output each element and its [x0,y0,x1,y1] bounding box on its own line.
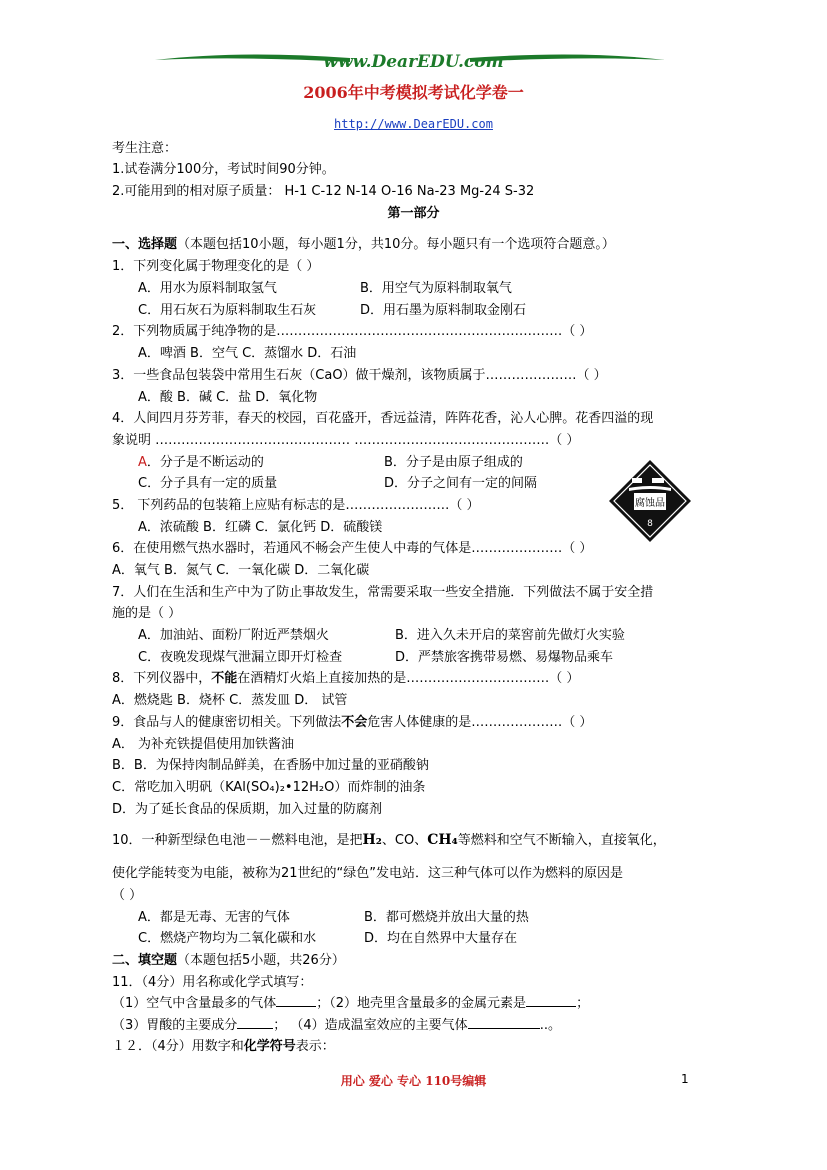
question-4-option-a-text: ．分子是不断运动的 [146,455,264,470]
question-11-part-1: （1）空气中含量最多的气体 [112,996,277,1011]
question-4-option-b: B．分子是由原子组成的 [384,455,523,470]
section-1-heading [112,233,615,252]
footer-text: 用心 爱心 专心 110号编辑 [340,1074,487,1088]
question-11-part-4: ； （4）造成温室效应的主要气体 [273,1018,468,1033]
notice-heading: 考生注意： [112,141,178,156]
question-3-options: A．酸 B．碱 C．盐 D．氧化物 [138,390,318,405]
question-1-stem: 1．下列变化属于物理变化的是（ ） [112,259,320,274]
question-2-stem: 2．下列物质属于纯净物的是…………………………………………………………（ ） [112,324,593,339]
banner-site-name: www.DearEDU.com [323,52,504,72]
question-11-part-3: （3）胃酸的主要成分 [112,1018,238,1033]
question-11-line-2 [112,1014,561,1033]
question-9-stem-pre: 9．食品与人的健康密切相关。下列做法 [112,715,342,730]
notice-item-1: 1.试卷满分100分，考试时间90分钟。 [112,162,335,177]
answer-blank-1[interactable] [276,993,316,1007]
question-8-stem-post: 在酒精灯火焰上直接加热的是……………………………（ ） [237,671,580,686]
question-4-stem-cont: 象说明 ……………………………………… ………………………………………（ ） [112,433,580,448]
question-8-options: A．燃烧匙 B．烧杯 C．蒸发皿 D． 试管 [112,693,348,708]
question-4-option-d: D．分子之间有一定的间隔 [384,476,538,491]
question-1-option-d: D．用石墨为原料制取金刚石 [360,303,527,318]
question-4-option-a [138,451,264,470]
question-9-stem [112,711,592,730]
question-1-option-b: B．用空气为原料制取氧气 [360,281,512,296]
question-10-option-d: D．均在自然界中大量存在 [364,931,518,946]
question-10-formula-h2: H₂ [362,832,382,848]
section-2-desc: （本题包括5小题，共26分） [177,953,345,968]
question-10-option-a: A．都是无毒、无害的气体 [138,910,290,925]
question-10-stem-cont: 使化学能转变为电能，被称为21世纪的“绿色”发电站．这三种气体可以作为燃料的原因是 [112,866,624,881]
question-9-option-a: A． 为补充铁提倡使用加铁酱油 [112,737,295,752]
question-7-stem: 7．人们在生活和生产中为了防止事故发生，常需要采取一些安全措施．下列做法不属于安全措 [112,585,654,600]
question-4-option-c: C．分子具有一定的质量 [138,476,278,491]
question-6-stem: 6．在使用燃气热水器时，若通风不畅会产生使人中毒的气体是…………………（ ） [112,541,593,556]
hazard-sign-label: 腐蚀品 [635,498,665,509]
question-12-stem-pre: １２．（4分）用数字和 [112,1039,244,1054]
question-10-stem-pre: 10．一种新型绿色电池－－燃料电池，是把 [112,833,363,848]
question-6-options: A．氧气 B．氮气 C．一氧化碳 D．二氧化碳 [112,563,370,578]
answer-blank-2[interactable] [526,993,576,1007]
page-number: 1 [681,1072,689,1086]
question-9-option-c: C．常吃加入明矾（KAl(SO₄)₂•12H₂O）而炸制的油条 [112,780,426,795]
question-7-option-c: C．夜晚发现煤气泄漏立即开灯检查 [138,650,343,665]
question-10-stem-post: 等燃料和空气不断输入，直接氧化， [457,833,666,848]
question-11-part-2: ；（2）地壳里含量最多的金属元素是 [316,996,527,1011]
question-8-stem-pre: 8．下列仪器中， [112,671,212,686]
question-10-option-c: C．燃烧产物均为二氧化碳和水 [138,931,317,946]
corrosive-hazard-sign-icon [607,458,693,544]
question-9-option-d: D．为了延长食品的保质期，加入过量的防腐剂 [112,802,383,817]
question-9-stem-emphasis: 不会 [341,715,368,730]
question-10-formula-ch4: CH₄ [427,832,458,848]
section-2-heading [112,949,345,968]
question-7-option-a: A．加油站、面粉厂附近严禁烟火 [138,628,329,643]
question-1-option-c: C．用石灰石为原料制取生石灰 [138,303,317,318]
question-4-option-a-letter: A [138,455,147,470]
answer-blank-3[interactable] [237,1015,273,1029]
question-11-line-1 [112,992,589,1011]
question-8-stem-emphasis: 不能 [211,671,238,686]
question-10-stem-mid: 、CO、 [381,833,428,848]
section-1-title: 一、选择题 [112,237,178,252]
question-11-part-4-end: ..。 [539,1018,561,1033]
question-9-stem-post: 危害人体健康的是…………………（ ） [367,715,593,730]
question-9-option-b: B．B．为保持肉制品鲜美，在香肠中加过量的亚硝酸钠 [112,758,429,773]
question-1-option-a: A．用水为原料制取氢气 [138,281,277,296]
question-12-stem-post: 表示： [295,1039,335,1054]
question-7-option-d: D．严禁旅客携带易燃、易爆物品乘车 [395,650,614,665]
part-heading: 第一部分 [387,206,440,221]
section-2-title: 二、填空题 [112,953,178,968]
site-link[interactable]: http://www.DearEDU.com [334,117,493,131]
question-5-options: A．浓硫酸 B．红磷 C．氯化钙 D．硫酸镁 [138,520,383,535]
question-11-stem: 11．（4分）用名称或化学式填写： [112,975,313,990]
hazard-sign-number: 8 [647,519,653,529]
question-7-option-b: B．进入久未开启的菜窖前先做灯火实验 [395,628,625,643]
section-1-desc: （本题包括10小题，每小题1分，共10分。每小题只有一个选项符合题意。） [177,237,615,252]
question-4-stem: 4．人间四月芬芳菲，春天的校园，百花盛开，香远益清，阵阵花香，沁人心脾。花香四溢的现 [112,411,654,426]
notice-item-2: 2.可能用到的相对原子质量： H-1 C-12 N-14 O-16 Na-23 Mg-24 S-32 [112,184,535,199]
question-8-stem [112,667,579,686]
document-title: 2006年中考模拟考试化学卷一 [303,83,524,102]
question-10-stem [112,829,666,848]
question-10-stem-paren: （ ） [112,888,143,903]
answer-blank-4[interactable] [468,1015,540,1029]
question-3-stem: 3．一些食品包装袋中常用生石灰（CaO）做干燥剂，该物质属于…………………（ ） [112,368,607,383]
question-11-part-2-end: ； [576,996,590,1011]
question-10-option-b: B．都可燃烧并放出大量的热 [364,910,529,925]
question-7-stem-cont: 施的是（ ） [112,606,182,621]
question-12-stem-emphasis: 化学符号 [243,1039,296,1054]
question-12-stem [112,1035,335,1054]
question-2-options: A．啤酒 B．空气 C．蒸馏水 D．石油 [138,346,357,361]
question-5-stem: 5． 下列药品的包装箱上应贴有标志的是……………………（ ） [112,498,480,513]
